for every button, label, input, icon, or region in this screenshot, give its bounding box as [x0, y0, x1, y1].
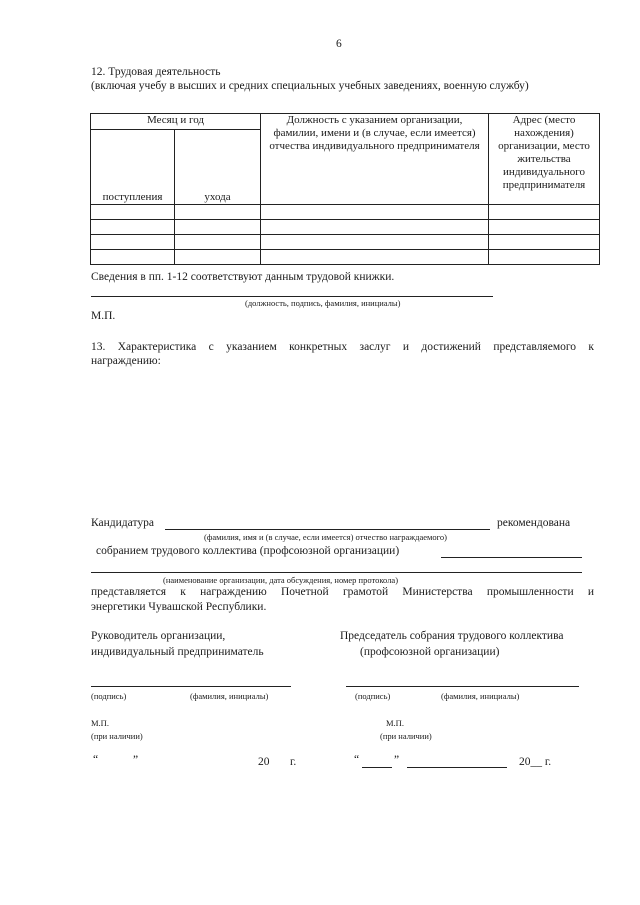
left-date-year: 20	[258, 756, 270, 768]
page-number: 6	[336, 38, 342, 50]
left-date-open-quote: “	[93, 754, 99, 766]
collective-text: собранием трудового коллектива (профсоюзной организации)	[96, 545, 400, 557]
candidacy-label: Кандидатура	[91, 517, 154, 529]
right-date-day-line[interactable]	[362, 767, 392, 768]
right-stamp: М.П.	[386, 718, 404, 728]
award-text-line2: энергетики Чувашской Республики.	[91, 601, 267, 613]
left-stamp: М.П.	[91, 718, 109, 728]
confirm-text: Сведения в пп. 1-12 соответствуют данным трудовой книжки.	[91, 271, 395, 283]
header-position: Должность с указанием организации, фамилии, имени и (в случае, если имеется) отчества индивидуального предпринимателя	[261, 114, 489, 205]
candidacy-caption: (фамилия, имя и (в случае, если имеется) отчество награждаемого)	[204, 532, 448, 542]
left-signature-line[interactable]	[91, 686, 291, 687]
organization-caption: (наименование организации, дата обсуждения, номер протокола)	[163, 575, 399, 585]
candidate-name-line[interactable]	[165, 529, 490, 530]
section12-subtitle: (включая учебу в высших и средних специальных учебных заведениях, военную службу)	[91, 80, 529, 92]
table-row	[91, 205, 600, 220]
header-leave: ухода	[175, 130, 261, 205]
recommended-label: рекомендована	[497, 517, 571, 529]
right-name-caption: (фамилия, инициалы)	[441, 691, 520, 701]
stamp-place: М.П.	[91, 310, 116, 322]
left-if-any: (при наличии)	[91, 731, 143, 741]
section13-line1: 13. Характеристика с указанием конкретных заслуг и достижений представляемого к	[91, 341, 594, 353]
left-signer-title1: Руководитель организации,	[91, 630, 226, 642]
header-admission: поступления	[91, 130, 175, 205]
right-date-month-line[interactable]	[407, 767, 507, 768]
section13-line2: награждению:	[91, 355, 161, 367]
right-date-close-quote: ”	[394, 754, 400, 766]
header-address: Адрес (место нахождения) организации, место жительства индивидуального предпринимателя	[489, 114, 600, 205]
organization-line[interactable]	[91, 572, 582, 573]
right-signer-title1: Председатель собрания трудового коллектива	[340, 630, 564, 642]
collective-line[interactable]	[441, 557, 582, 558]
award-text-line1: представляется к награждению Почетной грамотой Министерства промышленности и	[91, 586, 594, 598]
table-row	[91, 250, 600, 265]
left-date-close-quote: ”	[133, 754, 139, 766]
right-signature-line[interactable]	[346, 686, 579, 687]
table-row	[91, 235, 600, 250]
left-name-caption: (фамилия, инициалы)	[190, 691, 269, 701]
table-row	[91, 220, 600, 235]
section12-title: 12. Трудовая деятельность	[91, 66, 221, 78]
left-date-g: г.	[290, 756, 297, 768]
right-signer-title2: (профсоюзной организации)	[360, 646, 500, 658]
left-signer-title2: индивидуальный предприниматель	[91, 646, 264, 658]
right-date-year: 20__ г.	[519, 756, 552, 768]
header-month-year: Месяц и год	[91, 114, 261, 130]
left-sign-caption: (подпись)	[91, 691, 127, 701]
confirm-caption: (должность, подпись, фамилия, инициалы)	[245, 298, 401, 308]
confirm-signature-line[interactable]	[91, 296, 493, 297]
work-history-table	[90, 113, 600, 265]
right-date-open-quote: “	[354, 754, 360, 766]
right-sign-caption: (подпись)	[355, 691, 391, 701]
right-if-any: (при наличии)	[380, 731, 432, 741]
